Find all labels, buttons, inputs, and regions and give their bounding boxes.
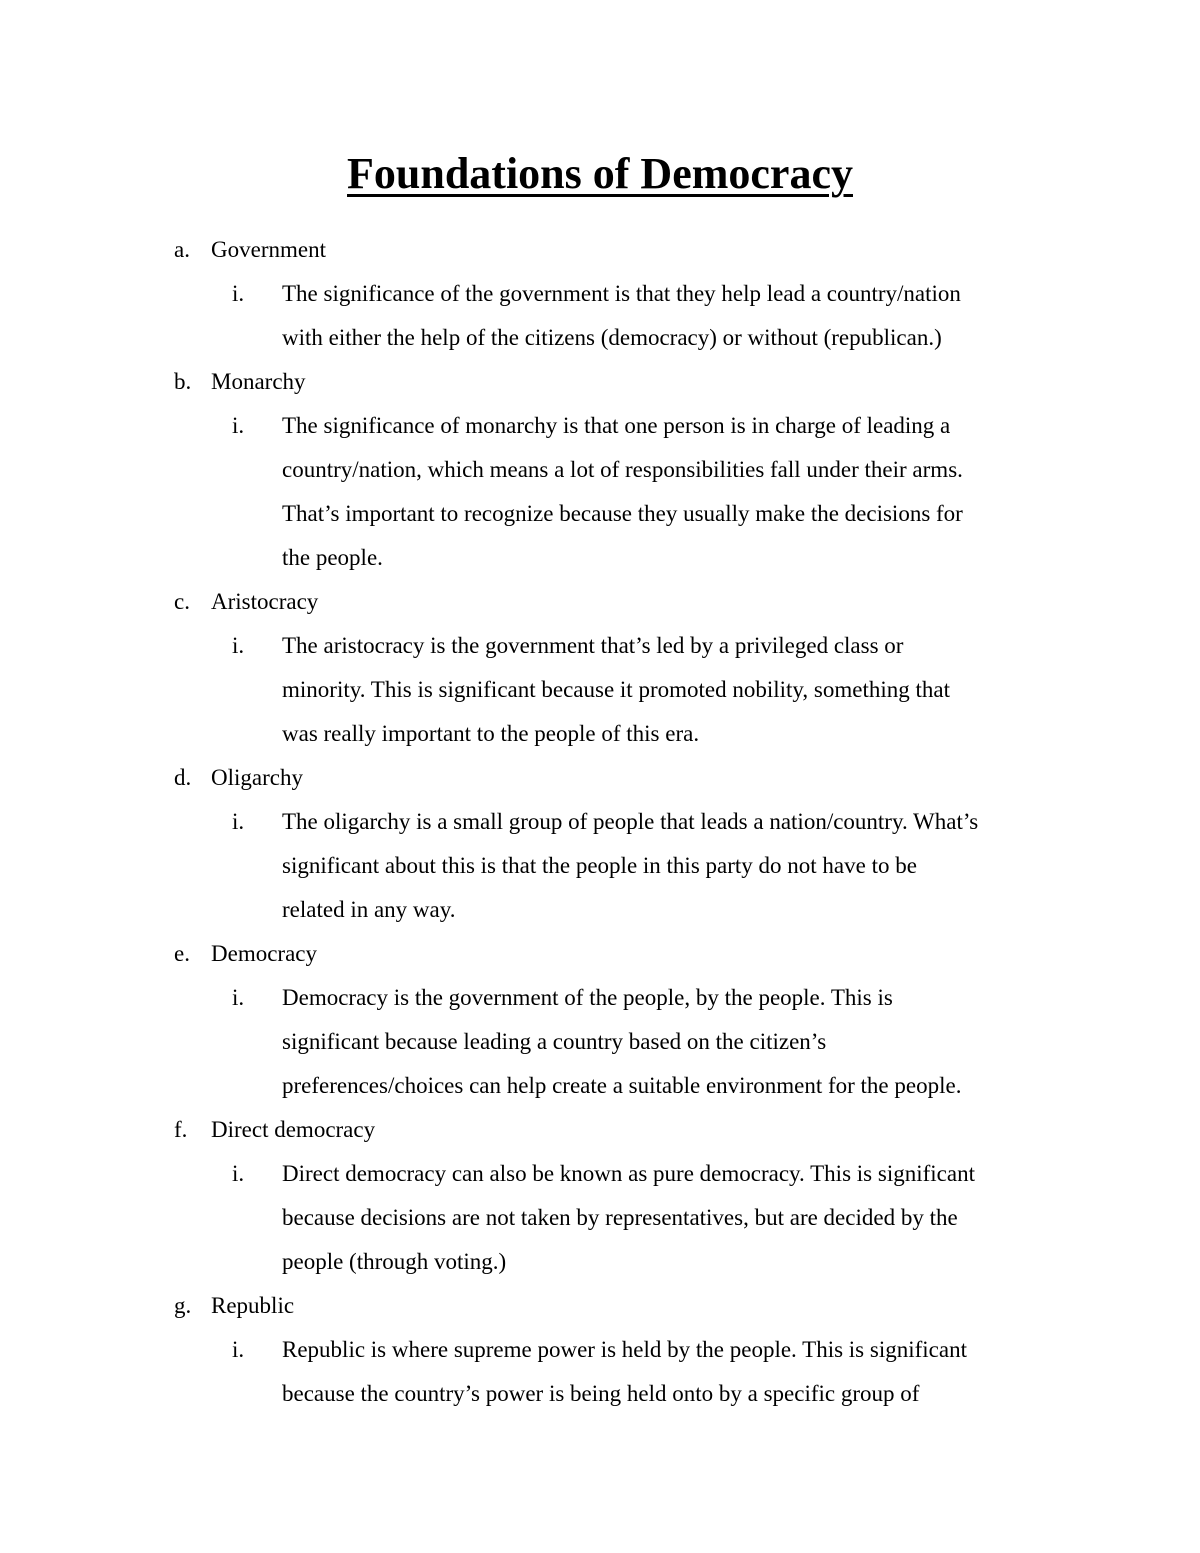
outline-subitem-line	[0, 272, 1200, 316]
outline-subitem-text: people (through voting.)	[282, 1249, 507, 1274]
outline-subitem-line	[0, 800, 1200, 844]
outline-subitem-text: preferences/choices can help create a suitable environment for the people.	[282, 1073, 962, 1098]
outline-subitem-text: was really important to the people of this era.	[282, 721, 700, 746]
outline-subitem-line	[0, 448, 1200, 492]
outline-subitem-text: Direct democracy can also be known as pure democracy. This is significant	[282, 1161, 975, 1186]
outline-subitem-line	[0, 536, 1200, 580]
outline-subitem-line	[0, 1240, 1200, 1284]
outline-heading	[0, 1284, 1200, 1328]
outline-subitem-text: Republic is where supreme power is held by the people. This is significant	[282, 1337, 967, 1362]
outline-subitem-line	[0, 1328, 1200, 1372]
outline-subitem-text: country/nation, which means a lot of responsibilities fall under their arms.	[282, 457, 963, 482]
outline-subitem-text: related in any way.	[282, 897, 456, 922]
outline-subitem-text: minority. This is significant because it promoted nobility, something that	[282, 677, 950, 702]
page-title: Foundations of Democracy	[347, 149, 853, 198]
outline-subitem-line	[0, 1020, 1200, 1064]
outline-subitem-text: The aristocracy is the government that’s led by a privileged class or	[282, 633, 904, 658]
outline-heading	[0, 932, 1200, 976]
outline-subitem-text: significant about this is that the people in this party do not have to be	[282, 853, 917, 878]
outline-subitem-text: The significance of the government is that they help lead a country/nation	[282, 281, 961, 306]
outline-subitem-line	[0, 1372, 1200, 1416]
outline-subitem-text: That’s important to recognize because they usually make the decisions for	[282, 501, 963, 526]
outline-roman-marker: i.	[232, 633, 245, 658]
outline-subitem-line	[0, 712, 1200, 756]
outline-heading	[0, 1108, 1200, 1152]
outline-heading-text: Republic	[211, 1293, 295, 1318]
outline-roman-marker: i.	[232, 809, 245, 834]
outline-subitem-line	[0, 668, 1200, 712]
outline-subitem-line	[0, 976, 1200, 1020]
outline-heading	[0, 360, 1200, 404]
outline-subitem-text: with either the help of the citizens (democracy) or without (republican.)	[282, 325, 942, 350]
outline-heading-text: Monarchy	[211, 369, 306, 394]
outline-roman-marker: i.	[232, 985, 245, 1010]
outline-subitem-text: significant because leading a country based on the citizen’s	[282, 1029, 827, 1054]
outline-roman-marker: i.	[232, 281, 245, 306]
outline-letter-marker: f.	[174, 1117, 188, 1142]
outline-letter-marker: a.	[174, 237, 190, 262]
outline-subitem-line	[0, 1196, 1200, 1240]
outline-subitem-line	[0, 316, 1200, 360]
outline-roman-marker: i.	[232, 1161, 245, 1186]
outline-subitem-line	[0, 624, 1200, 668]
outline-subitem-text: because decisions are not taken by representatives, but are decided by the	[282, 1205, 958, 1230]
outline-letter-marker: g.	[174, 1293, 192, 1318]
outline-roman-marker: i.	[232, 1337, 245, 1362]
outline-list	[0, 228, 1200, 1416]
outline-subitem-line	[0, 1152, 1200, 1196]
outline-letter-marker: d.	[174, 765, 192, 790]
outline-subitem-text: Democracy is the government of the people, by the people. This is	[282, 985, 893, 1010]
outline-heading-text: Government	[211, 237, 326, 262]
outline-heading-text: Oligarchy	[211, 765, 303, 790]
outline-letter-marker: c.	[174, 589, 190, 614]
outline-subitem-line	[0, 844, 1200, 888]
outline-subitem-text: The significance of monarchy is that one person is in charge of leading a	[282, 413, 951, 438]
outline-subitem-line	[0, 1064, 1200, 1108]
outline-heading	[0, 580, 1200, 624]
outline-letter-marker: b.	[174, 369, 192, 394]
outline-subitem-text: because the country’s power is being held onto by a specific group of	[282, 1381, 920, 1406]
outline-letter-marker: e.	[174, 941, 190, 966]
outline-roman-marker: i.	[232, 413, 245, 438]
outline-heading-text: Aristocracy	[211, 589, 319, 614]
outline-subitem-line	[0, 888, 1200, 932]
outline-subitem-line	[0, 404, 1200, 448]
outline-heading	[0, 228, 1200, 272]
outline-subitem-text: The oligarchy is a small group of people that leads a nation/country. What’s	[282, 809, 979, 834]
outline-heading-text: Democracy	[211, 941, 317, 966]
outline-heading	[0, 756, 1200, 800]
outline-heading-text: Direct democracy	[211, 1117, 376, 1142]
outline-subitem-line	[0, 492, 1200, 536]
outline-subitem-text: the people.	[282, 545, 383, 570]
